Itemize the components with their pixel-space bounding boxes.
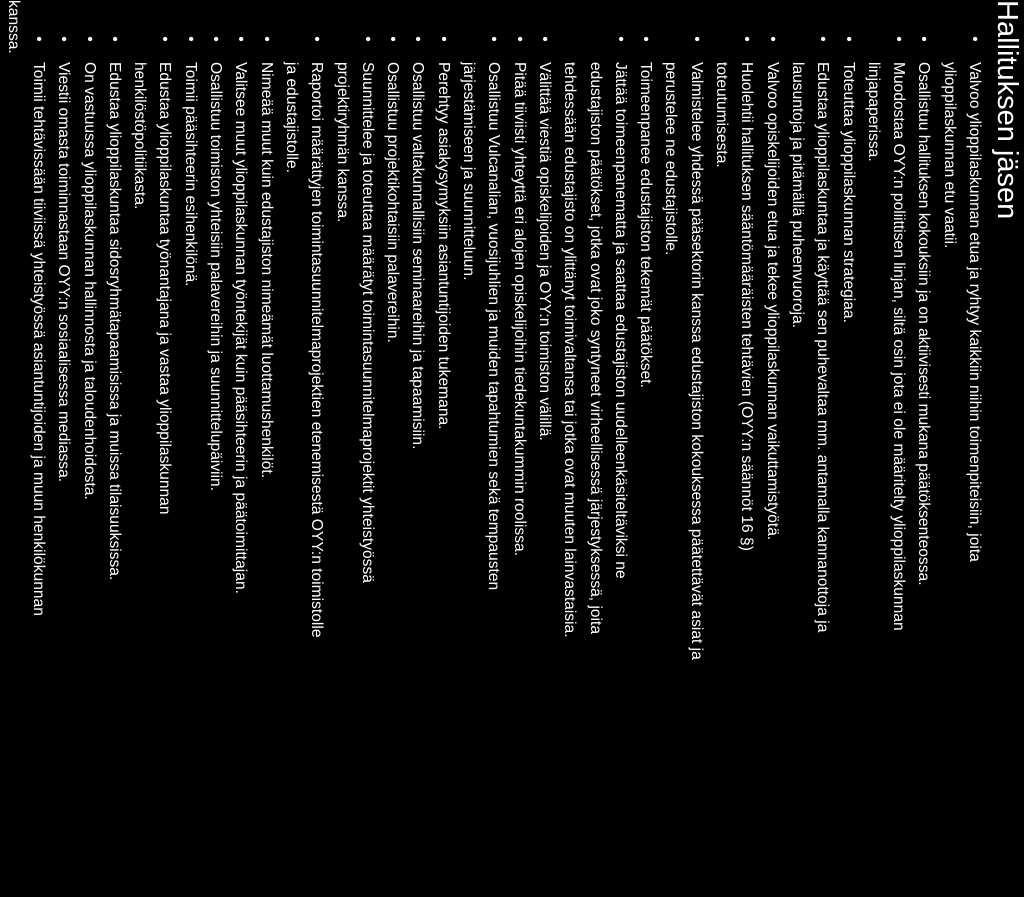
bullet-icon: • [156, 36, 174, 42]
list-item [658, 0, 709, 897]
list-item-text: Edustaa ylioppilaskuntaa sidosryhmätapaamisissa ja muissa tilaisuuksissa. [105, 62, 123, 581]
list-item-text: Osallistuu Vulcanalian, vuosijuhlien ja muiden tapahtumien sekä tempausten järjestämiseen ja suunnitteluun. [460, 62, 503, 591]
bullet-icon: • [181, 36, 199, 42]
list-item [102, 0, 127, 897]
bullet-icon: • [434, 36, 452, 42]
bullet-icon: • [308, 36, 326, 42]
list-item [26, 0, 51, 897]
list-item [506, 0, 531, 897]
bullet-icon: • [232, 36, 250, 42]
bullet-icon: • [839, 36, 857, 42]
bullet-icon: • [105, 36, 123, 42]
list-item [709, 0, 760, 897]
list-item-text: Raportoi määrättyjen toimintasuunnitelmaprojektien etenemisestä OYY:n toimistolle ja edustajistolle. [282, 62, 326, 638]
list-item [633, 0, 658, 897]
list-item [785, 0, 836, 897]
list-item-text: Edustaa ylioppilaskuntaa työnantajana ja vastaa ylioppilaskunnan henkilöstöpolitiikasta. [131, 62, 174, 515]
list-item-continuation: kanssa. [4, 0, 22, 54]
list-item-text: Huolehtii hallituksen sääntömääräisten tehtävien (OYY:n säännöt 16 §) toteutumisesta. [713, 62, 756, 551]
list-item-text: Viestii omasta toiminnastaan OYY:n sosiaalisessa mediassa. [55, 62, 73, 483]
list-item-text: Osallistuu projektikohtaisiin palavereihin. [384, 62, 402, 343]
bullet-icon: • [535, 36, 553, 42]
list-item-text: Valmistelee yhdessä pääsektorin kanssa edustajiston kokouksessa päätettävät asiat ja perustelee ne edustajistolle. [662, 62, 705, 660]
list-item [203, 0, 228, 897]
list-item [936, 0, 987, 897]
list-item [178, 0, 203, 897]
list-item [430, 0, 455, 897]
bullet-icon: • [738, 36, 756, 42]
list-item-text: Osallistuu toimiston yhteisiin palavereihin ja suunnittelupäiviin. [207, 62, 225, 492]
list-item [911, 0, 936, 897]
list-item [329, 0, 380, 897]
bullet-icon: • [763, 36, 781, 42]
list-item [405, 0, 430, 897]
bullet-icon: • [814, 36, 832, 42]
bullet-icon: • [358, 36, 376, 42]
bullet-icon: • [687, 36, 705, 42]
list-item-text: Valitsee muut ylioppilaskunnan työntekijät kuin pääsihteerin ja päätoimittajan. [232, 62, 250, 594]
bullet-icon: • [485, 36, 503, 42]
list-item-text: On vastuussa ylioppilaskunnan hallinnosta ja taloudenhoidosta. [80, 62, 98, 500]
list-item [532, 0, 557, 897]
list-item [127, 0, 178, 897]
bullet-icon: • [966, 36, 983, 42]
list-item [228, 0, 253, 897]
list-item-text: Edustaa ylioppilaskuntaa ja käyttää sen puhevaltaa mm. antamalla kannanottoja ja lausuntoja ja pitämällä puheenvuoroja. [788, 62, 832, 633]
list-item-text: Toteuttaa ylioppilaskunnan strategiaa. [839, 62, 857, 323]
page-title: Hallituksen jäsen [991, 0, 1023, 220]
list-item-text: Toimeenpanee edustajiston tekemät päätökset. [637, 62, 655, 388]
list-item [76, 0, 101, 897]
bullet-icon: • [30, 36, 48, 42]
list-item-text: Toimii tehtävissään tiiviissä yhteistyössä asiantuntijoiden ja muun henkilökunnan [30, 62, 48, 616]
list-item-text: Toimii pääsihteerin esihenkilönä. [181, 62, 199, 287]
list-item-text: Nimeää muut kuin edustajiston nimeämät luottamushenkilöt. [257, 62, 275, 479]
bullet-icon: • [510, 36, 528, 42]
bullet-icon: • [384, 36, 402, 42]
list-item [759, 0, 784, 897]
bullet-icon: • [80, 36, 98, 42]
bullet-icon: • [637, 36, 655, 42]
list-item-text: Välittää viestiä opiskelijoiden ja OYY:n toimiston välillä. [535, 62, 553, 441]
bullet-icon: • [611, 36, 629, 42]
bullet-icon: • [207, 36, 225, 42]
list-item-text: Muodostaa OYY:n poliittisen linjan, siltä osin jota ei ole määritelty ylioppilaskunnan linjapaperissa. [864, 62, 908, 631]
list-item-text: Osallistuu hallituksen kokouksiin ja on aktiivisesti mukana päätöksenteossa. [915, 62, 933, 586]
list-item [51, 0, 76, 897]
list-item [557, 0, 633, 897]
bullet-icon: • [890, 36, 908, 42]
list-item [456, 0, 507, 897]
list-item-text: Suunnittelee ja toteuttaa määrätyt toimintasuunnitelmaprojektit yhteistyössä projektiryhmän kanssa. [333, 62, 376, 583]
bullet-icon: • [257, 36, 275, 42]
bullet-icon: • [915, 36, 933, 42]
list-item [835, 0, 860, 897]
list-item-text: Jättää toimeenpanematta ja saattaa edustajiston uudelleenkäsiteltäviksi ne edustajiston päätökset, jotka ovat joko syntyneet virheellisessä järjestyksessä, joita tehdessään edustajisto on ylittänyt toimivaltansa tai jotka ovat muuten lainvastaisia. [561, 62, 629, 638]
list-item [861, 0, 912, 897]
list-item-text: Perehtyy asiakysymyksiin asiantuntijoiden tukemana. [434, 62, 452, 430]
list-item-text: Valvoo opiskelijoiden etua ja tekee ylioppilaskunnan vaikuttamistyötä. [763, 62, 781, 541]
list-item-text: Pitää tiiviisti yhteyttä eri alojen opiskelijoihin tiedekuntakummin roolissa. [510, 62, 528, 557]
bullet-icon: • [55, 36, 73, 42]
list-item [380, 0, 405, 897]
list-item-text: Valvoo ylioppilaskunnan etua ja ryhtyy kaikkiin niihin toimenpiteisiin, joita ylioppilaskunnan etu vaatii. [940, 62, 983, 562]
bullet-icon: • [409, 36, 427, 42]
list-item [279, 0, 330, 897]
list-item-text: Osallistuu valtakunnallisiin seminaareihin ja tapaamisiin. [409, 62, 427, 450]
list-item [253, 0, 278, 897]
